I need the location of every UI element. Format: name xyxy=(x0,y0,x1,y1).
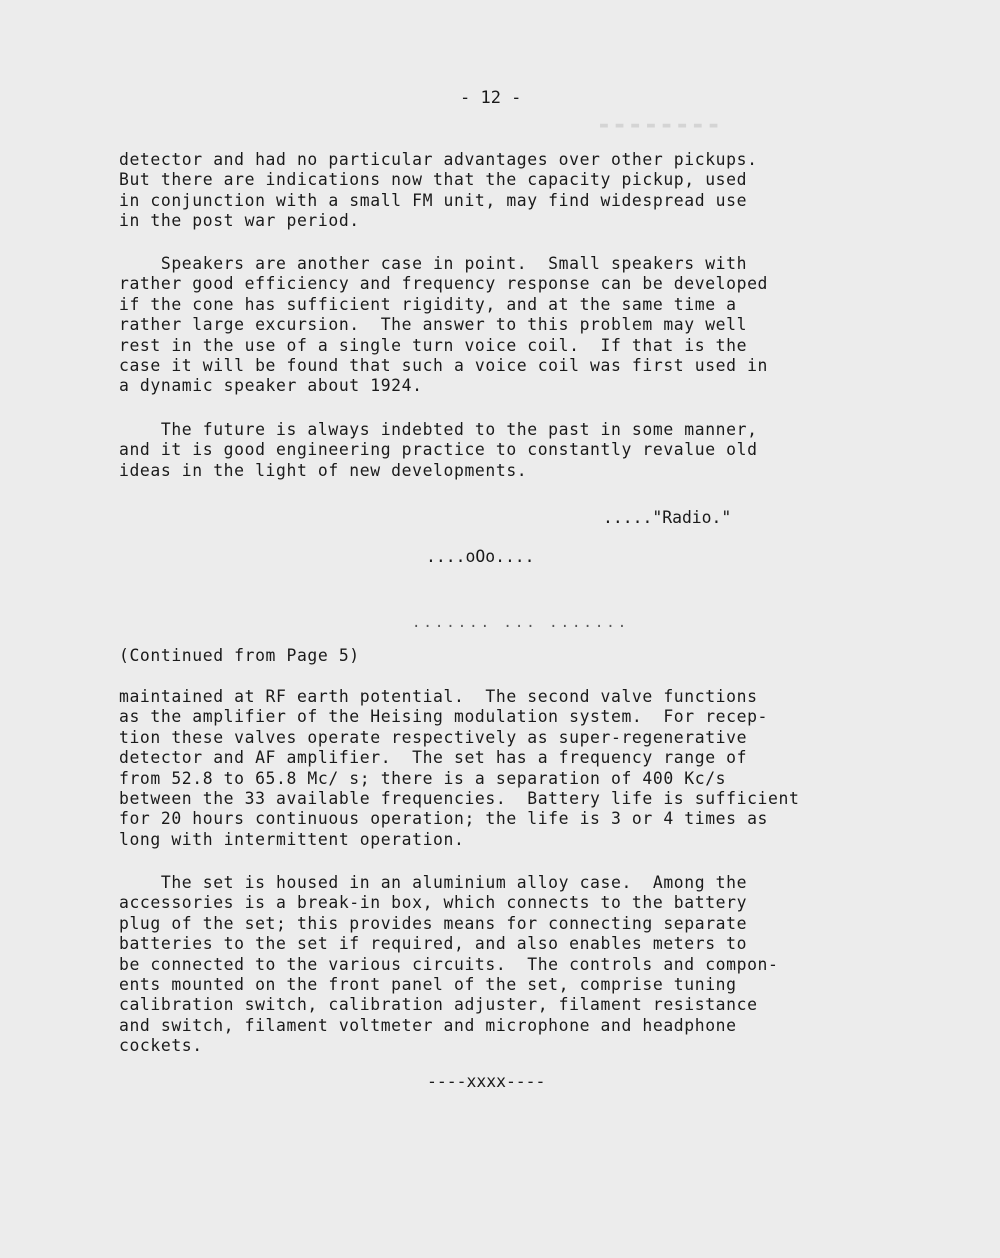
continued-note: (Continued from Page 5) xyxy=(119,646,360,665)
paragraph-1: detector and had no particular advantages over other pickups. But there are indications now that the capacity pickup, used in conjunction with a small FM unit, may find widespread use in the post war period. xyxy=(119,150,758,231)
section-separator: ....oOo.... xyxy=(426,547,535,566)
bleed-through-text: ▬ ▬ ▬ ▬ ▬ ▬ ▬ ▬ xyxy=(600,118,718,133)
page-number: - 12 - xyxy=(460,88,522,108)
paragraph-3: The future is always indebted to the past in some manner, and it is good engineering practice to constantly revalue old ideas in the light of new developments. xyxy=(119,420,758,480)
dotted-rule: ....... ... ....... xyxy=(412,615,630,631)
attribution: ....."Radio." xyxy=(603,508,732,527)
paragraph-4: maintained at RF earth potential. The second valve functions as the amplifier of the Heising modulation system. For recep- tion these valves operate respectively as super-regenerative detector and AF amplifier. The set has a frequency range of from 52.8 to 65.8 Mc/ s; there is a separation of 400 Kc/s between the 33 available frequencies. Battery life is sufficient for 20 hours continuous operation; the life is 3 or 4 times as long with intermittent operation. xyxy=(119,687,800,849)
end-mark: ----xxxx---- xyxy=(427,1072,546,1091)
paragraph-2: Speakers are another case in point. Small speakers with rather good efficiency and frequency response can be developed if the cone has sufficient rigidity, and at the same time a rather large excursion. The answer to this problem may well rest in the use of a single turn voice coil. If that is the case it will be found that such a voice coil was first used in a dynamic speaker about 1924. xyxy=(119,254,769,396)
paragraph-5: The set is housed in an aluminium alloy case. Among the accessories is a break-in box, which connects to the battery plug of the set; this provides means for connecting separate batteries to the set if required, and also enables meters to be connected to the various circuits. The controls and compon- ents mounted on the front panel of the set, comprise tuning calibration switch, calibration adjuster, filament resistance and switch, filament voltmeter and microphone and headphone cockets. xyxy=(119,873,779,1056)
